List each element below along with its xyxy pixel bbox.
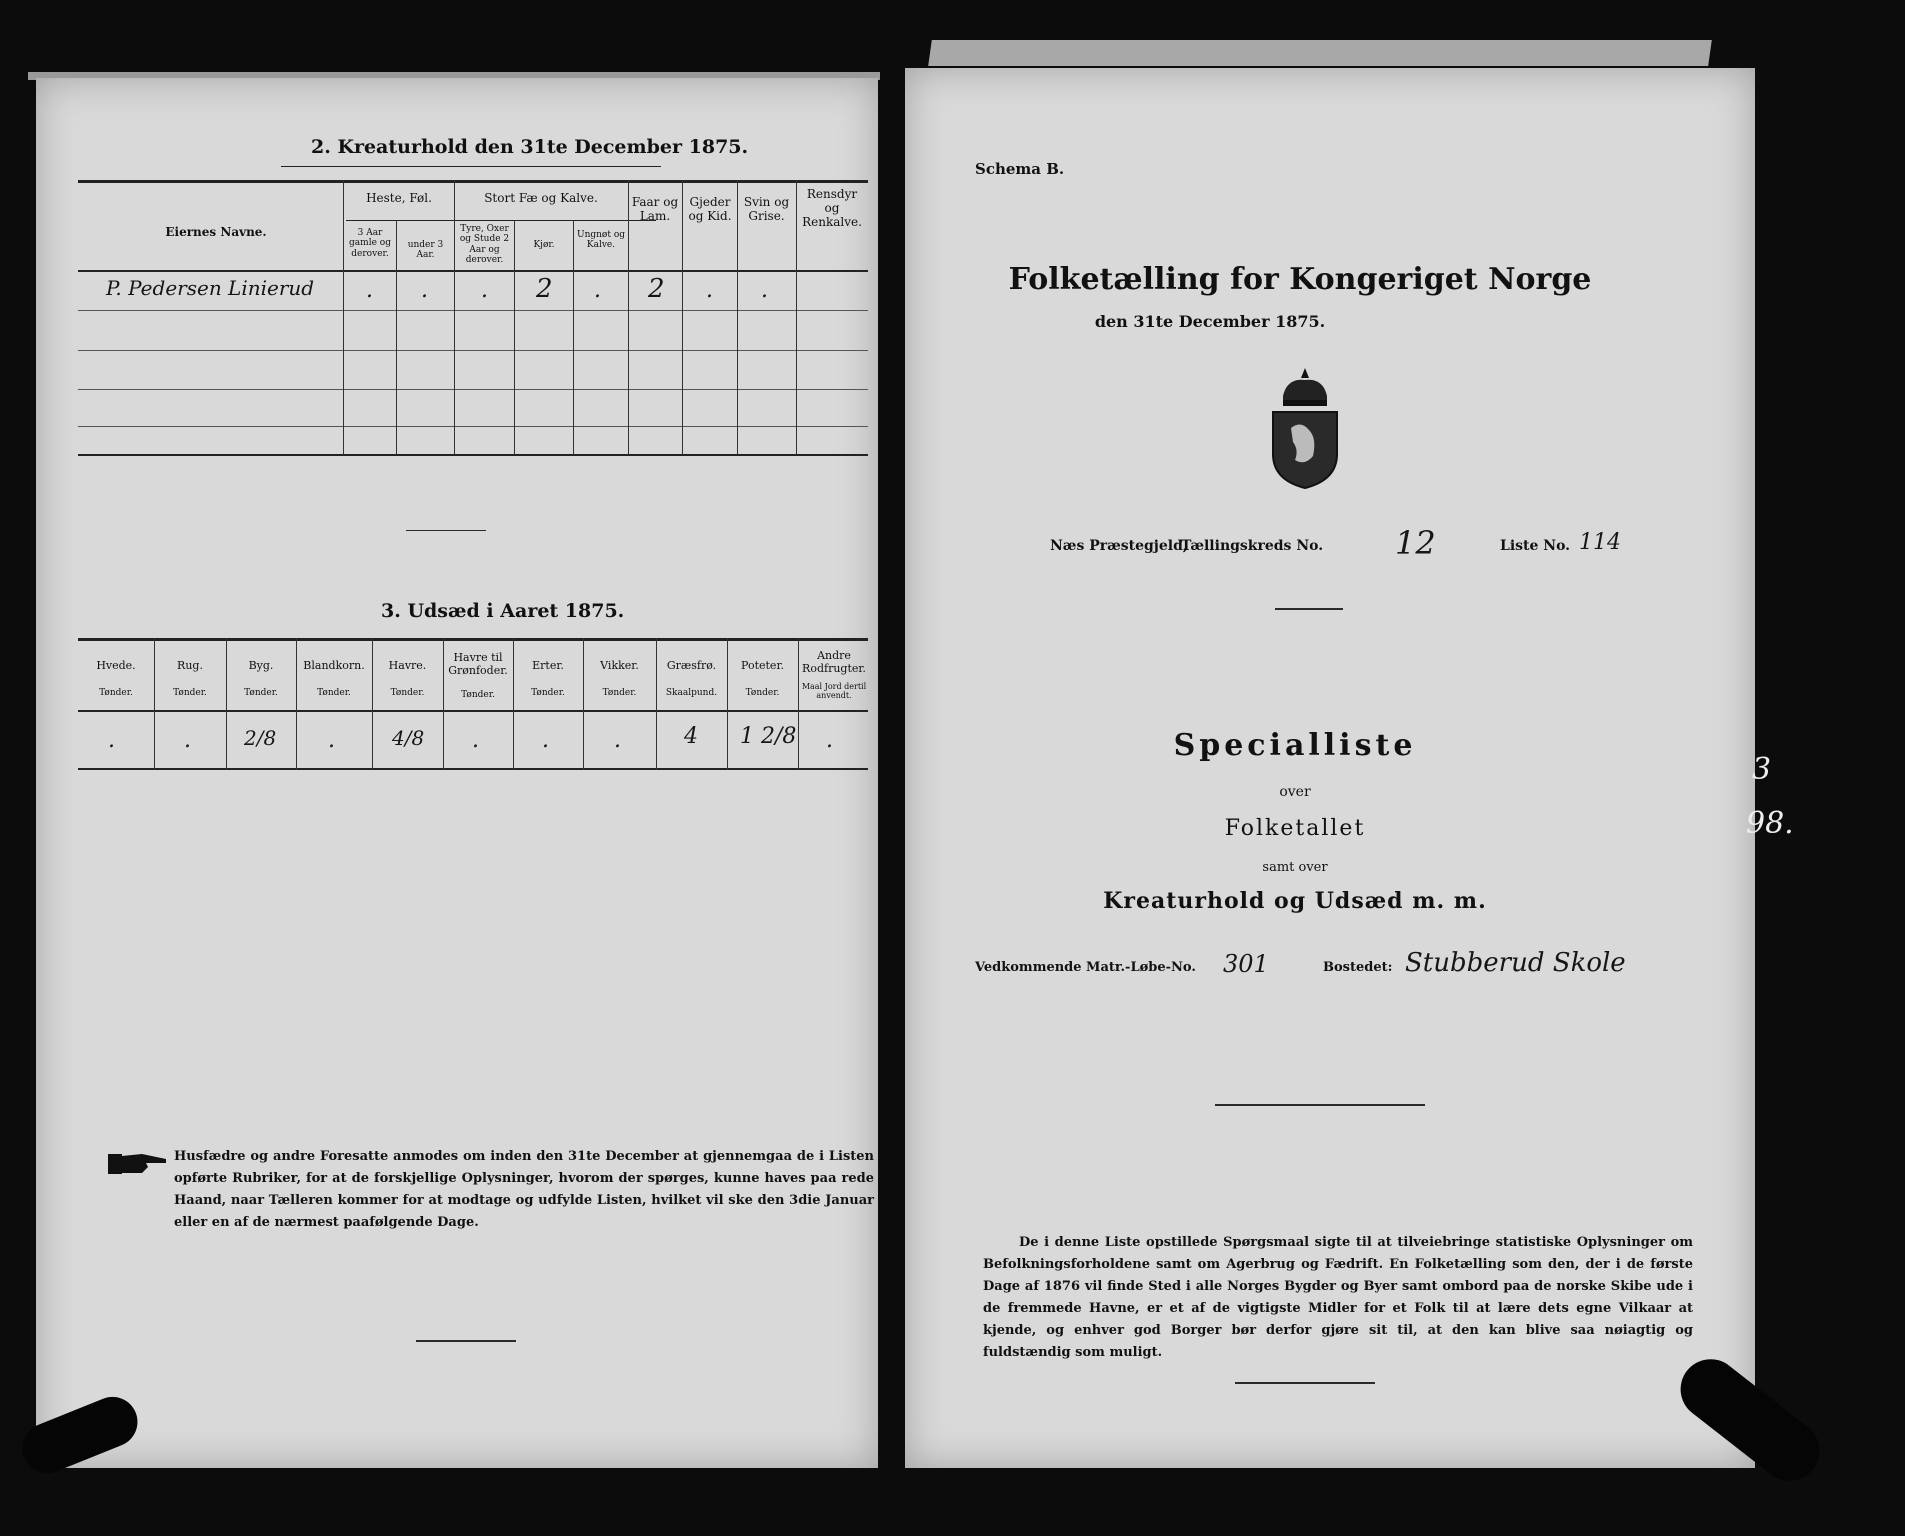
poteter-value: 1 2/8	[740, 724, 797, 749]
tyre-header: Tyre, Oxer og Stude 2 Aar og derover.	[459, 224, 510, 266]
gronfoder-unit: Tønder.	[461, 690, 495, 700]
section2-title: 2. Kreaturhold den 31te December 1875.	[311, 136, 749, 158]
heste-3aar-header: 3 Aar gamle og derover.	[349, 228, 391, 259]
left-bottom-rule	[416, 1340, 516, 1342]
right-rule-2	[1215, 1104, 1425, 1106]
over-text-1: over	[1279, 784, 1311, 800]
graesfro-unit: Skaalpund.	[665, 688, 718, 698]
heste-header: Heste, Føl.	[366, 191, 432, 205]
left-page	[36, 78, 878, 1468]
coat-of-arms-icon	[1265, 368, 1345, 490]
kjor-value: 2	[536, 274, 553, 304]
faar-value: 2	[648, 274, 665, 304]
section2-title-underline	[281, 166, 661, 167]
bosted-value: Stubberud Skole	[1405, 948, 1626, 978]
blandkorn-value: .	[328, 728, 335, 753]
rug-value: .	[184, 728, 191, 753]
gjeder-value: .	[706, 278, 713, 303]
kreds-value: 12	[1395, 524, 1436, 562]
rodfrugter-value: .	[826, 728, 833, 753]
kjor-header: Kjør.	[533, 240, 555, 250]
faar-header: Faar og Lam.	[631, 195, 679, 223]
blandkorn-unit: Tønder.	[317, 688, 351, 698]
blandkorn-header: Blandkorn.	[303, 659, 365, 672]
rensdyr-header: Rensdyr og Renkalve.	[802, 187, 862, 229]
right-notice: De i denne Liste opstillede Spørgsmaal sigte til at tilveiebringe statistiske Oplysninger om Befolkningsforholdene samt om Agerbrug og Fædrift. En Folketælling som den, der i de første Dage af 1876 vil finde Sted i alle Norges Bygder og Byer samt ombord paa de norske Skibe ude i de fremmede Havne, er et af de vigtigste Midler for et Folk til at lære dets egne Vilkaar at kjende, og enhver god Borger bør derfor gjøre sit til, at den kan blive saa nøiagtig og fuldstændig som muligt.	[983, 1235, 1693, 1360]
margin-mark-1: 3	[1752, 752, 1772, 787]
census-date: den 31te December 1875.	[1094, 312, 1326, 331]
tyre-value: .	[481, 278, 488, 303]
left-notice: Husfædre og andre Foresatte anmodes om inden den 31te December at gjennemgaa de i Listen opførte Rubriker, for at de forskjellige Oplysninger, hvorom der spørges, kunne haves paa rede Haand, naar Tælleren kommer for at modtage og udfylde Listen, hvilket vil ske den 3die Januar eller en af de nærmest paafølgende Dage.	[174, 1149, 874, 1230]
graesfro-value: 4	[684, 724, 698, 749]
havre-header: Havre.	[388, 659, 427, 672]
byg-header: Byg.	[248, 659, 274, 672]
right-page-edge	[928, 40, 1712, 66]
ungnot-value: .	[594, 278, 601, 303]
bosted-label: Bostedet:	[1323, 960, 1393, 975]
right-rule-1	[1275, 608, 1343, 610]
samt-over-text: samt over	[1262, 860, 1328, 875]
heste-under-header: under 3 Aar.	[407, 240, 444, 261]
hvede-value: .	[108, 728, 115, 753]
separator-rule	[406, 530, 486, 531]
heste-under-value: .	[421, 278, 428, 303]
ungnot-header: Ungnøt og Kalve.	[576, 230, 625, 251]
gjeder-header: Gjeder og Kid.	[688, 195, 732, 223]
pointing-hand-icon	[108, 1150, 168, 1176]
graesfro-header: Græsfrø.	[666, 659, 717, 672]
specialliste-title: Specialliste	[1173, 728, 1417, 763]
gronfoder-value: .	[472, 728, 479, 753]
heste-3aar-value: .	[366, 278, 373, 303]
poteter-unit: Tønder.	[745, 688, 780, 698]
erter-unit: Tønder.	[531, 688, 565, 698]
vikker-unit: Tønder.	[602, 688, 637, 698]
havre-value: 4/8	[392, 726, 425, 750]
stort-fae-header: Stort Fæ og Kalve.	[484, 191, 598, 205]
section3-title: 3. Udsæd i Aaret 1875.	[381, 600, 625, 622]
havre-unit: Tønder.	[390, 688, 425, 698]
kreaturhold-title: Kreaturhold og Udsæd m. m.	[1103, 888, 1487, 914]
margin-mark-2: 98.	[1746, 806, 1794, 841]
hvede-header: Hvede.	[96, 659, 136, 672]
rodfrugter-unit: Maal Jord dertil anvendt.	[801, 682, 867, 701]
parish-label: Næs Præstegjeld,	[1050, 538, 1188, 554]
svin-value: .	[761, 278, 768, 303]
svin-header: Svin og Grise.	[743, 195, 790, 223]
matr-value: 301	[1223, 950, 1269, 978]
matr-label: Vedkommende Matr.-Løbe-No.	[975, 960, 1196, 975]
erter-header: Erter.	[532, 659, 564, 672]
erter-value: .	[542, 728, 549, 753]
liste-value: 114	[1579, 530, 1621, 555]
byg-value: 2/8	[244, 726, 277, 750]
hvede-unit: Tønder.	[99, 688, 133, 698]
owner-header: Eiernes Navne.	[165, 225, 267, 239]
owner-name: P. Pedersen Linierud	[106, 276, 315, 300]
rug-unit: Tønder.	[173, 688, 207, 698]
right-page	[905, 68, 1755, 1468]
liste-label: Liste No.	[1500, 538, 1571, 554]
rodfrugter-header: Andre Rodfrugter.	[802, 649, 866, 675]
rug-header: Rug.	[177, 659, 203, 672]
schema-label: Schema B.	[975, 160, 1065, 178]
kreds-label: Tællingskreds No.	[1181, 538, 1324, 554]
right-bottom-rule	[1235, 1382, 1375, 1384]
gronfoder-header: Havre til Grønfoder.	[448, 651, 508, 677]
byg-unit: Tønder.	[244, 688, 278, 698]
main-title: Folketælling for Kongeriget Norge	[1008, 262, 1592, 297]
folketallet-title: Folketallet	[1224, 816, 1366, 841]
poteter-header: Poteter.	[741, 659, 784, 672]
vikker-header: Vikker.	[600, 659, 639, 672]
vikker-value: .	[614, 728, 621, 753]
